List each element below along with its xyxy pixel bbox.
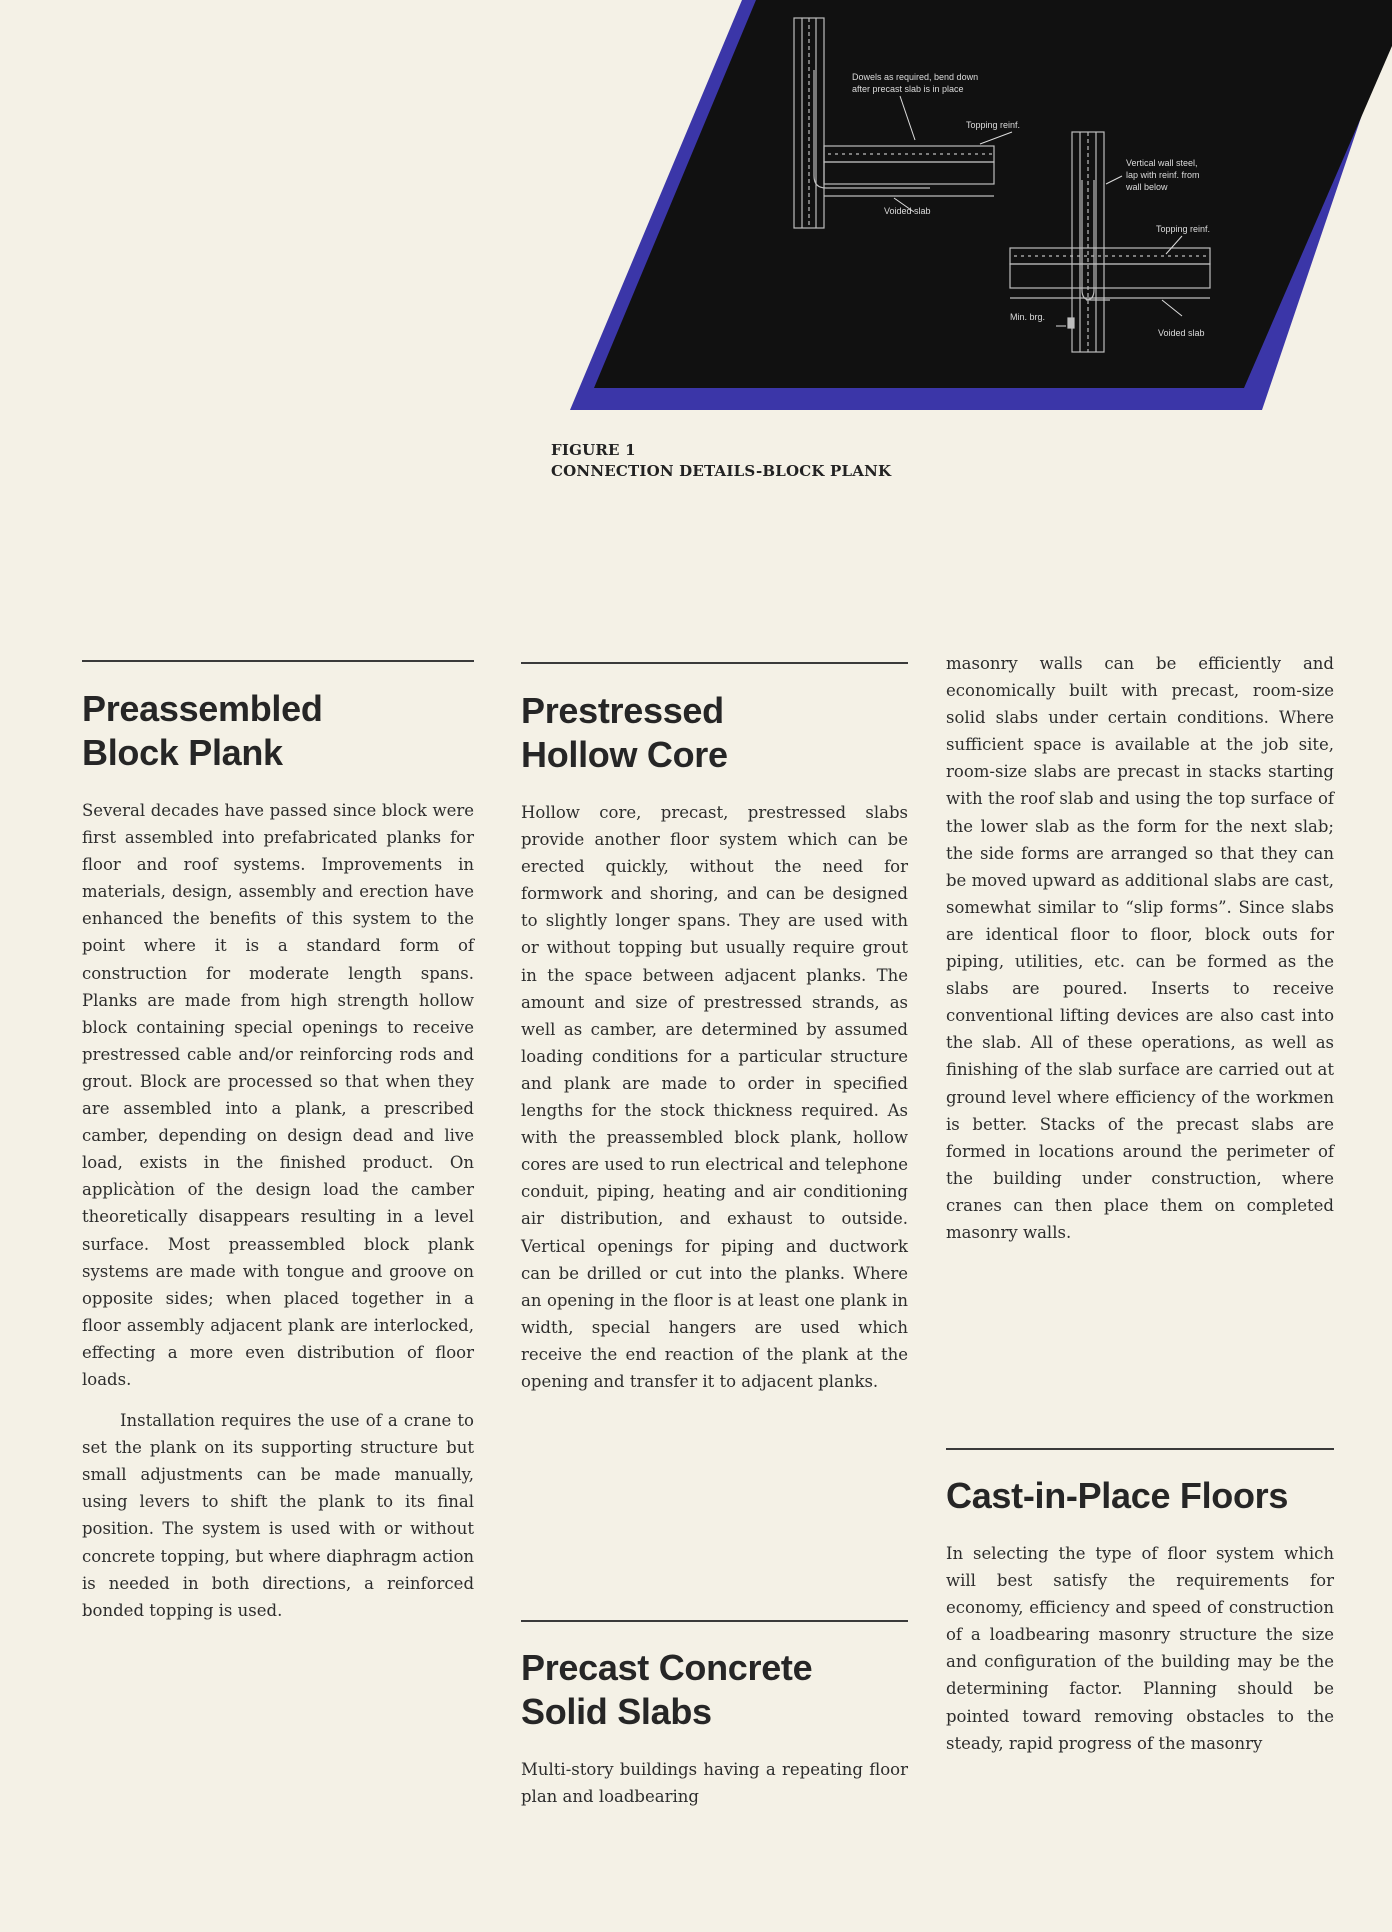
section-precast-solid-slabs [521, 1620, 908, 1810]
title-line-1: Preassembled [82, 688, 323, 729]
label-dowels-2: after precast slab is in place [852, 84, 964, 94]
section-preassembled-block-plank [82, 660, 474, 1624]
section-divider [82, 660, 474, 662]
section-title: Cast-in-Place Floors [946, 1475, 1289, 1516]
title-line-2: Block Plank [82, 732, 283, 773]
section-title [521, 1646, 908, 1734]
section-solid-slabs-continued [946, 650, 1334, 1246]
label-min-brg: Min. brg. [1010, 312, 1046, 322]
title-line-2: Solid Slabs [521, 1691, 712, 1732]
label-voided-slab-2: Voided slab [1158, 328, 1205, 338]
paragraph: In selecting the type of floor system which will best satisfy the requirements for economy, efficiency and speed of construction of a loadbearing masonry structure the size and configuration of the building may be the determining factor. Planning should be pointed toward removing obstacles to the steady, rapid progress of the masonry [946, 1544, 1334, 1753]
label-dowels-1: Dowels as required, bend down [852, 72, 979, 82]
label-vertical-1: Vertical wall steel, [1126, 158, 1198, 168]
figure-caption [551, 440, 1051, 482]
label-topping-reinf-1: Topping reinf. [966, 120, 1021, 130]
connection-details-figure [570, 0, 1392, 410]
paragraph: Hollow core, precast, prestressed slabs provide another floor system which can be erected quickly, without the need for formwork and shoring, and can be designed to slightly longer spans. They are used with or without topping but usually require grout in the space between adjacent planks. The amount and size of prestressed strands, as well as camber, are determined by assumed loading conditions for a particular structure and plank are made to order in specified lengths for the stock thickness required. As with the preassembled block plank, hollow cores are used to run electrical and telephone conduit, piping, heating and air conditioning air distribution, and exhaust to outside. Vertical openings for piping and ductwork can be drilled or cut into the planks. Where an opening in the floor is at least one plank in width, special hangers are used which receive the end reaction of the plank at the opening and transfer it to adjacent planks. [521, 803, 908, 1391]
label-voided-slab-1: Voided slab [884, 206, 931, 216]
paragraph: Installation requires the use of a crane to set the plank on its supporting structure but small adjustments can be made manually, using levers to shift the plank to its final position. The system is used with or without concrete topping, but where diaphragm action is needed in both directions, a reinforced bonded topping is used. [82, 1411, 474, 1620]
section-divider [521, 662, 908, 664]
figure-number: FIGURE 1 [551, 441, 636, 459]
title-line-1: Prestressed [521, 690, 724, 731]
label-vertical-2: lap with reinf. from [1126, 170, 1200, 180]
section-divider [521, 1620, 908, 1622]
paragraph: Multi-story buildings having a repeating floor plan and loadbearing [521, 1760, 908, 1807]
label-topping-reinf-2: Topping reinf. [1156, 224, 1211, 234]
title-line-2: Hollow Core [521, 734, 728, 775]
section-title [521, 689, 908, 777]
paragraph: masonry walls can be efficiently and economically built with precast, room-size solid slabs under certain conditions. Where sufficient space is available at the job site, room-size slabs are precast in stacks starting with the roof slab and using the top surface of the lower slab as the form for the next slab; the side forms are arranged so that they can be moved upward as additional slabs are cast, somewhat similar to “slip forms”. Since slabs are identical floor to floor, block outs for piping, utilities, etc. can be formed as the slabs are poured. Inserts to receive conventional lifting devices are also cast into the slab. All of these operations, as well as finishing of the slab surface are carried out at ground level where efficiency of the workmen is better. Stacks of the precast slabs are formed in locations around the perimeter of the building under construction, where cranes can then place them on completed masonry walls. [946, 654, 1334, 1242]
section-prestressed-hollow-core [521, 662, 908, 1395]
label-vertical-3: wall below [1126, 182, 1168, 192]
title-line-1: Precast Concrete [521, 1647, 813, 1688]
paragraph: Several decades have passed since block were first assembled into prefabricated planks for floor and roof systems. Improvements in materials, design, assembly and erection have enhanced the benefits of this system to the point where it is a standard form of construction for moderate length spans. Planks are made from high strength hollow block containing special openings to receive prestressed cable and/or reinforcing rods and grout. Block are processed so that when they are assembled into a plank, a prescribed camber, depending on design dead and live load, exists in the finished product. On applicàtion of the design load the camber theoretically disappears resulting in a level surface. Most preassembled block plank systems are made with tongue and groove on opposite sides; when placed together in a floor assembly adjacent plank are interlocked, effecting a more even distribution of floor loads. [82, 801, 474, 1389]
section-cast-in-place-floors [946, 1448, 1334, 1757]
figure-title: CONNECTION DETAILS-BLOCK PLANK [551, 462, 892, 480]
figure-diagram [570, 0, 1392, 410]
section-divider [946, 1448, 1334, 1450]
section-title [82, 687, 474, 775]
